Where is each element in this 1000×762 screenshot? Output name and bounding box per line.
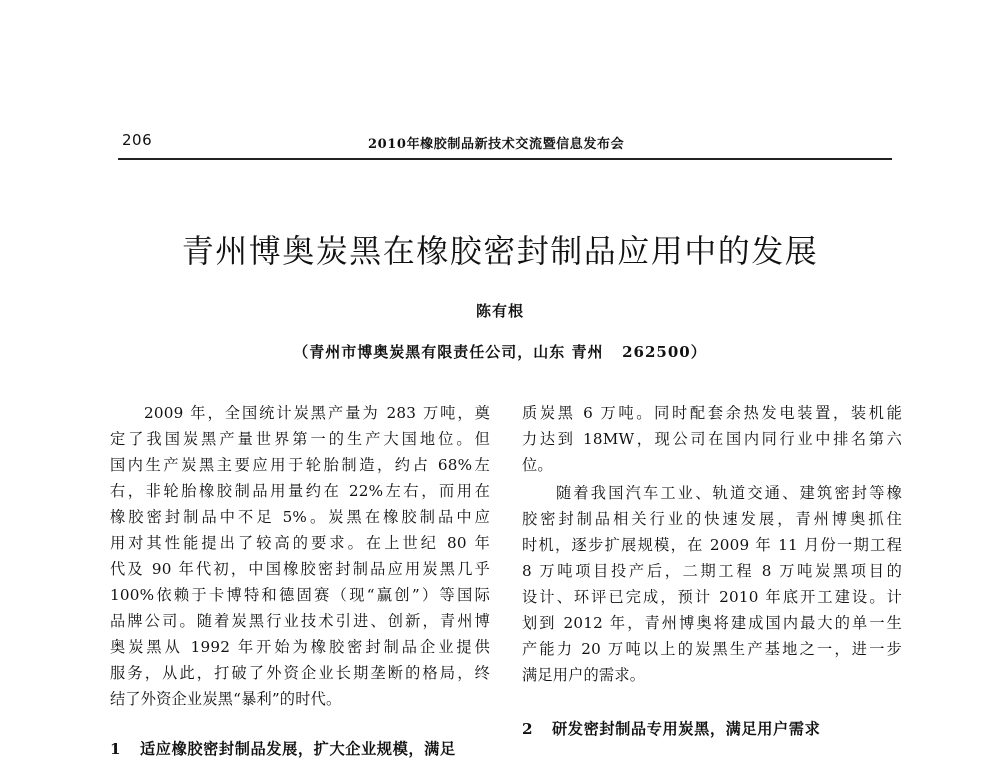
paragraph-line: 位。: [522, 456, 553, 474]
paragraph-line: 力达到 18MW，现公司在国内同行业中排名第六: [522, 430, 902, 448]
page-number: 206: [122, 131, 153, 149]
paragraph-line: 100%依赖于卡博特和德固赛（现“赢创”）等国际: [110, 586, 490, 604]
paragraph-line: 随着我国汽车工业、轨道交通、建筑密封等橡: [556, 484, 902, 502]
paragraph-line: 用对其性能提出了较高的要求。在上世纪 80 年: [110, 534, 490, 552]
paragraph-line: 橡胶密封制品中不足 5%。炭黑在橡胶制品中应: [110, 508, 490, 526]
section-heading: [110, 736, 490, 762]
paragraph-line: 品牌公司。随着炭黑行业技术引进、创新，青州博: [110, 612, 490, 630]
paragraph-line: 时机，逐步扩展规模，在 2009 年 11 月份一期工程: [522, 536, 902, 554]
paragraph-line: 产能力 20 万吨以上的炭黑生产基地之一，进一步: [522, 640, 902, 658]
section-title: 适应橡胶密封制品发展，扩大企业规模，满足: [140, 740, 456, 758]
paragraph-line: 结了外资企业炭黑“暴利”的时代。: [110, 690, 342, 708]
paragraph-line: 2009 年，全国统计炭黑产量为 283 万吨，奠: [144, 404, 490, 422]
header-rule: [118, 158, 892, 160]
paragraph-line: 满足用户的需求。: [522, 666, 646, 684]
running-header: 2010年橡胶制品新技术交流暨信息发布会: [368, 137, 625, 152]
section-number: 2: [522, 720, 534, 738]
section-heading: [522, 716, 902, 742]
paragraph-line: 奥炭黑从 1992 年开始为橡胶密封制品企业提供: [110, 638, 490, 656]
article-title: 青州博奥炭黑在橡胶密封制品应用中的发展: [181, 232, 819, 270]
paragraph-line: 定了我国炭黑产量世界第一的生产大国地位。但: [110, 430, 490, 448]
author-name: 陈有根: [475, 302, 524, 320]
paragraph-line: 设计、环评已完成，预计 2010 年底开工建设。计: [522, 588, 902, 606]
section-number: 1: [110, 740, 122, 758]
paragraph-line: 质炭黑 6 万吨。同时配套余热发电装置，装机能: [522, 404, 902, 422]
paragraph-line: 代及 90 年代初，中国橡胶密封制品应用炭黑几乎: [110, 560, 490, 578]
paragraph-line: 8 万吨项目投产后，二期工程 8 万吨炭黑项目的: [522, 562, 902, 580]
author-affiliation: （青州市博奥炭黑有限责任公司，山东 青州 262500）: [293, 343, 707, 361]
paragraph-line: 胶密封制品相关行业的快速发展，青州博奥抓住: [522, 510, 902, 528]
paragraph-line: 国内生产炭黑主要应用于轮胎制造，约占 68%左: [110, 456, 490, 474]
paragraph-line: 右，非轮胎橡胶制品用量约在 22%左右，而用在: [110, 482, 490, 500]
paragraph-line: 服务，从此，打破了外资企业长期垄断的格局，终: [110, 664, 490, 682]
paragraph-line: 划到 2012 年，青州博奥将建成国内最大的单一生: [522, 614, 902, 632]
section-title: 研发密封制品专用炭黑，满足用户需求: [552, 720, 821, 738]
